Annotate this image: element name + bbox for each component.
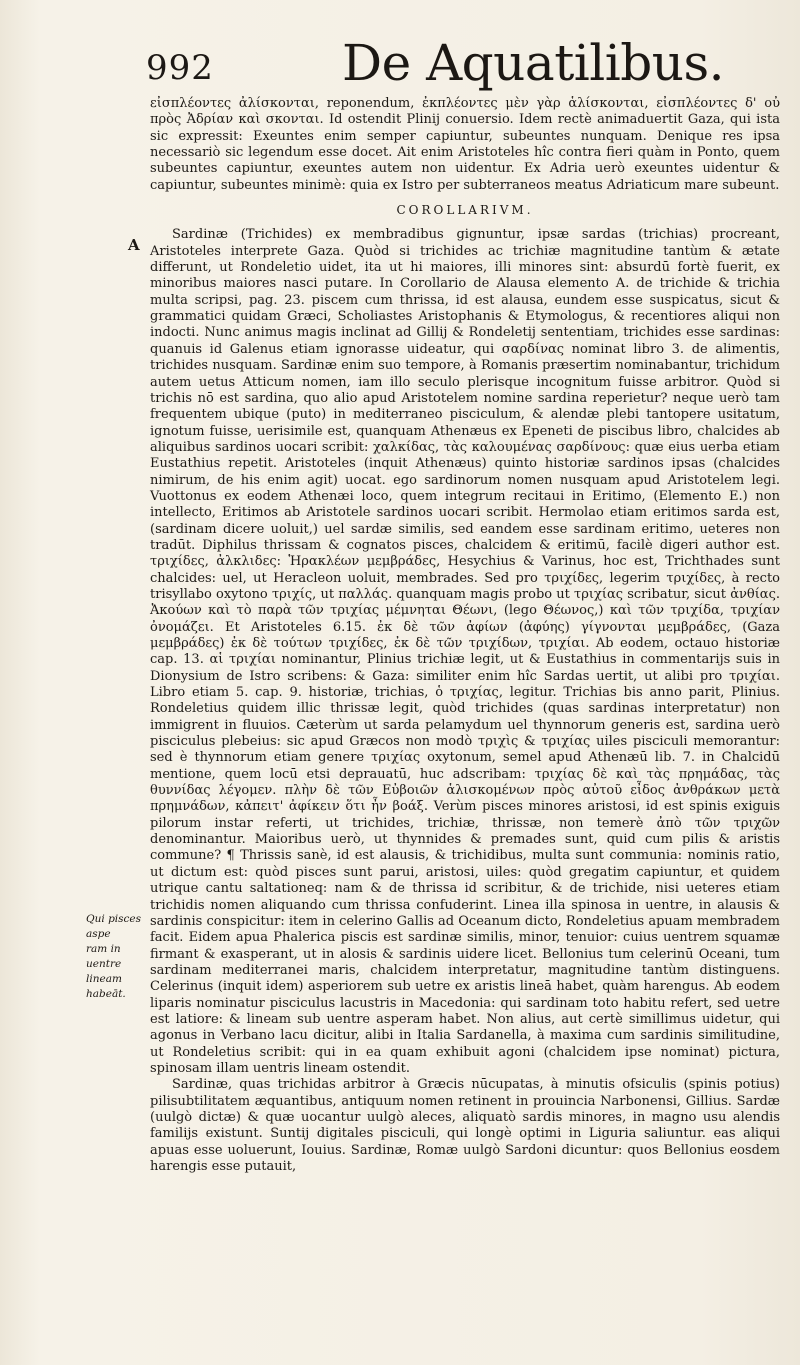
sardinae-paragraph: Sardinæ, quas trichidas arbitror à Græcis nūcupatas, à minutis ofsiculis (spinis potius) pilisubtilitatem æquantibus, antiquum nomen retinent in prouincia Narbonensi, Gillius. Sardæ (uulgò dictæ) & quæ uocantur uulgò aleces, aliquatò sardis minores, in magno usu alendis familijs existunt. Suntij digitales pisciculi, qui longè optimi in Liguria saliuntur. eas aliqui apuas esse uoluerunt, Iouius. Sardinæ, Romæ uulgò Sardoni dicuntur: quos Bellonius eosdem harengis esse putauit,: [150, 1077, 780, 1174]
margin-note-line: lineam habeāt.: [86, 973, 126, 1000]
margin-note-line: Qui pisces aspe: [86, 913, 142, 940]
running-title: De Aquatilibus.: [342, 34, 725, 92]
margin-note: [86, 912, 154, 1002]
intro-paragraph: εἰσπλέοντες ἀλίσκονται, reponendum, ἐκπλέοντες μὲν γὰρ ἁλίσκονται, εἰσπλέοντες δ' οὐ πρὸς Ἀδρίαν καὶ σκονται. Id ostendit Plinij conuersio. Idem rectè animaduertit Gaza, qui ista sic expressit: Exeuntes enim semper capiuntur, subeuntes nunquam. Denique res ipsa necessariò sic legendum esse docet. Ait enim Aristoteles hîc contra fieri quàm in Ponto, quem subeuntes capiuntur, exeuntes autem non uidentur. Ex Adria uerò exeuntes uidentur & capiuntur, subeuntes minimè: quia ex Istro per subterraneos meatus Adriaticum mare subeunt.: [150, 96, 780, 193]
page-number: 992: [146, 48, 214, 88]
marginal-letter: A: [128, 236, 140, 254]
section-heading: COROLLARIVM.: [396, 203, 534, 218]
body-text: [150, 96, 780, 1175]
running-head: [146, 34, 776, 94]
margin-note-line: ram in uentre: [86, 943, 122, 970]
corollary-paragraph: Sardinæ (Trichides) ex membradibus gignuntur, ipsæ sardas (trichias) procreant, Aristoteles interprete Gaza. Quòd si trichides ac trichiæ magnitudine tantùm & ætate differunt, ut Rondeletio uidet, ita ut hi maiores, illi minores sint: absurdū fortè fuerit, ex minoribus maiores nasci putare. In Corollario de Alausa elemento A. de trichide & trichia multa scripsi, pag. 23. piscem cum thrissa, id est alausa, eundem esse suspicatus, sicut & grammatici quidam Græci, Scholiastes Aristophanis & Etymologus, & recentiores aliqui non indocti. Nunc animus magis inclinat ad Gillij & Rondeletij sententiam, trichides esse sardinas: quanuis id Galenus etiam ignorasse uideatur, qui σαρδίνας nominat libro 3. de alimentis, trichides nusquam. Sardinæ enim suo tempore, à Romanis præsertim nominabantur, trichidum autem uetus Atticum nomen, iam illo seculo plerisque incognitum fuisse arbitror. Quòd si trichis nō est sardina, quo alio apud Aristotelem nomine sardina reperietur? neque uerò tam frequentem ubique (puto) in mediterraneo pisciculum, & alendæ plebi tantopere usitatum, ignotum fuisse, uerisimile est, quanquam Athenæus ex Epeneti de piscibus libro, chalcides ab aliquibus sardinos uocari scribit: χαλκίδας, τὰς καλουμένας σαρδίνους: quæ eius uerba etiam Eustathius repetit. Aristoteles (inquit Athenæus) quinto historiæ sardinos ipsas (chalcides nimirum, de his enim agit) uocat. ego sardinorum nomen nusquam apud Aristotelem legi. Vuottonus ex eodem Athenæi loco, quem integrum recitaui in Eritimo, (Elemento E.) non intellecto, Eritimos ab Aristotele sardinos uocari scribit. Hermolao etiam eritimos sarda est, (sardinam dicere uoluit,) uel sardæ similis, sed eandem esse sardinam eritimo, ueteres non tradūt. Diphilus thrissam & cognatos pisces, chalcidem & eritimū, facilè digeri author est. τριχίδες, ἀλκλιδες: Ἡρακλέων μεμβράδες, Hesychius & Varinus, hoc est, Trichthades sunt chalcides: uel, ut Heracleon uoluit, membrades. Sed pro τριχίδες, legerim τριχίδες, à recto trisyllabo oxytono τριχίς, ut παλλάς. quanquam magis probo ut τριχίας scribatur, sicut ἀνθίας. Ἀκούων καὶ τὸ παρὰ τῶν τριχίας μέμνηται Θέωνι, (lego Θέωνος,) καὶ τῶν τριχίδα, τριχίαν ὀνομάζει. Et Aristoteles 6.15. ἐκ δὲ τῶν ἀφίων (ἀφύης) γίγνονται μεμβράδες, (Gaza μεμβράδες) ἐκ δὲ τούτων τριχίδες, ἐκ δὲ τῶν τριχίδων, τριχίαι. Ab eodem, octauo historiæ cap. 13. αἱ τριχίαι nominantur, Plinius trichiæ legit, ut & Eustathius in commentarijs suis in Dionysium de Istro scribens: & Gaza: similiter enim hîc Sardas uertit, ut alibi pro τριχίαι. Libro etiam 5. cap. 9. historiæ, trichias, ὁ τριχίας, legitur. Trichias bis anno parit, Plinius. Rondeletius quidem illic thrissæ legit, quòd trichides (quas sardinas interpretatur) non immigrent in fluuios. Cæterùm ut sarda pelamydum uel thynnorum generis est, sardina uerò pisciculus plebeius: sic apud Græcos non modò τριχὶς & τριχίας uiles pisciculi memorantur: sed è thynnorum etiam genere τριχίας oxytonum, semel apud Athenæū lib. 7. in Chalcidū mentione, quem locū etsi deprauatū, huc adscribam: τριχίας δὲ καὶ τὰς πρημάδας, τὰς θυννίδας λέγομεν. πλὴν δὲ τῶν Εὐβοιῶν ἁλισκομένων πρὸς αὐτοῦ εἶδος ἀνθράκων μετὰ πρημνάδων, κἀπειτ' ἀφίκειν ὅτι ἦν βοάξ. Verùm pisces minores aristosi, id est spinis exiguis pilorum instar referti, ut trichides, trichiæ, thrissæ, non temerè ἀπὸ τῶν τριχῶν denominantur. Maioribus uerò, ut thynnides & premades sunt, quid cum pilis & aristis commune? ¶ Thrissis sanè, id est alausis, & trichidibus, multa sunt communia: nominis ratio, ut dictum est: quòd pisces sunt parui, aristosi, uiles: quòd gregatim capiuntur, et quidem utrique cantu saltationeq: nam & de thrissa id scribitur, & de trichide, nisi ueteres etiam trichidis nomen aliquando cum thrissa confuderint. Linea illa spinosa in uentre, in alausis & sardinis conspicitur: item in celerino Gallis ad Oceanum dicto, Rondeletius apuam membradem facit. Eidem apua Phalerica piscis est sardinæ similis, minor, tenuior: cuius uentrem squamæ firmant & exasperant, ut in alosis & sardinis uidere licet. Bellonius tum celerinū Oceani, tum sardinam mediterranei maris, chalcidem interpretatur, magnitudine tantùm distinguens. Celerinus (inquit idem) asperiorem sub uetre ex aristis lineā habet, quàm harengus. Ab eodem liparis nominatur pisciculus lacustris in Macedonia: qui sardinam toto habitu refert, sed uetre est latiore: & lineam sub uentre asperam habet. Non alius, aut certè simillimus uidetur, qui agonus in Verbano lacu dicitur, alibi in Italia Sardanella, à maxima cum sardinis similitudine, ut Rondeletius scribit: qui in ea quam exhibuit agoni (chalcidem ipse nominat) pictura, spinosam illam uentris lineam ostendit.: [150, 227, 780, 1076]
